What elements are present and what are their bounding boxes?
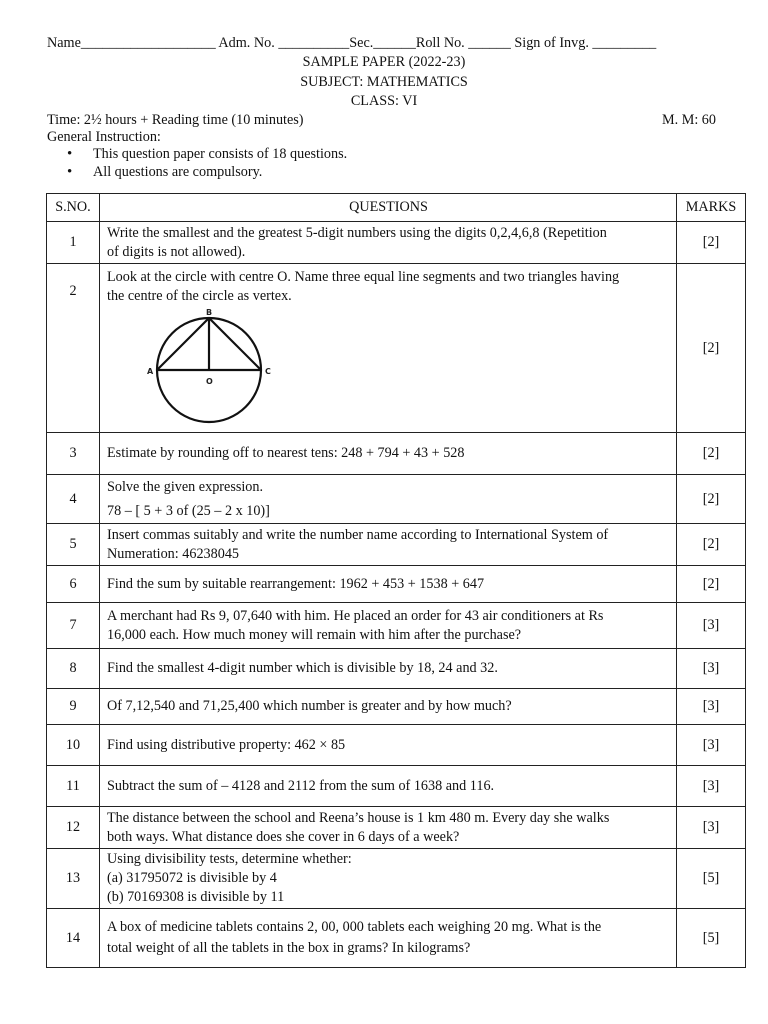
question-text: [100, 433, 677, 475]
table-header-row: [47, 194, 746, 222]
question-marks: [2]: [677, 475, 746, 524]
candidate-details-line: Name___________________ Adm. No. __________Sec.______Roll No. ______ Sign of Invg. _________: [47, 35, 657, 51]
label-b: B: [206, 308, 213, 317]
question-line: of digits is not allowed).: [107, 243, 246, 260]
question-number: 5: [47, 524, 100, 566]
question-marks: [3]: [677, 689, 746, 725]
question-marks: [3]: [677, 649, 746, 689]
question-text: [100, 524, 677, 566]
label-o: O: [206, 377, 213, 386]
instruction-item: • This question paper consists of 18 questions.: [64, 145, 347, 163]
question-number: 13: [47, 849, 100, 909]
question-line: (a) 31795072 is divisible by 4: [107, 870, 277, 886]
question-text: [100, 603, 677, 649]
question-marks: [2]: [677, 264, 746, 433]
circle-diagram: [127, 308, 277, 416]
question-number: 4: [47, 475, 100, 524]
instruction-item: • All questions are compulsory.: [64, 163, 347, 181]
question-line: Subtract the sum of – 4128 and 2112 from the sum of 1638 and 116.: [107, 777, 495, 794]
question-line: Estimate by rounding off to nearest tens: 248 + 794 + 43 + 528: [107, 445, 465, 461]
question-marks: [3]: [677, 807, 746, 849]
questions-column-header: QUESTIONS: [100, 194, 677, 222]
question-marks: [3]: [677, 603, 746, 649]
marks-column-header: MARKS: [677, 194, 746, 222]
table-row: [47, 689, 746, 725]
question-marks: [3]: [677, 725, 746, 766]
label-a: A: [147, 367, 154, 376]
table-row: [47, 807, 746, 849]
question-line: Find the sum by suitable rearrangement: 1962 + 453 + 1538 + 647: [107, 575, 485, 592]
question-line: Find the smallest 4-digit number which is divisible by 18, 24 and 32.: [107, 660, 498, 676]
table-row: [47, 603, 746, 649]
question-line: 78 – [ 5 + 3 of (25 – 2 x 10)]: [107, 503, 270, 519]
question-marks: [2]: [677, 524, 746, 566]
question-text: [100, 725, 677, 766]
table-row: [47, 433, 746, 475]
question-number: 10: [47, 725, 100, 766]
table-row: [47, 222, 746, 264]
question-marks: [2]: [677, 433, 746, 475]
question-marks: [2]: [677, 222, 746, 264]
question-text: [100, 849, 677, 909]
question-marks: [2]: [677, 566, 746, 603]
table-row: [47, 849, 746, 909]
question-number: 7: [47, 603, 100, 649]
question-number: 6: [47, 566, 100, 603]
question-line: Find using distributive property: 462 × 85: [107, 736, 346, 753]
paper-title: SAMPLE PAPER (2022-23): [302, 54, 466, 70]
question-line: A merchant had Rs 9, 07,640 with him. He placed an order for 43 air conditioners at Rs: [107, 607, 604, 624]
time-allowed: Time: 2½ hours + Reading time (10 minutes): [47, 112, 304, 128]
table-row: [47, 566, 746, 603]
table-row: [47, 766, 746, 807]
question-line: Using divisibility tests, determine whether:: [107, 851, 352, 867]
question-text: [100, 566, 677, 603]
question-number: 9: [47, 689, 100, 725]
class-line: CLASS: VI: [350, 93, 418, 109]
instructions-list: [64, 145, 347, 181]
table-row: [47, 725, 746, 766]
table-row: [47, 909, 746, 968]
instructions-heading: General Instruction:: [47, 129, 161, 145]
question-line: Solve the given expression.: [107, 479, 264, 495]
question-number: 14: [47, 909, 100, 968]
question-line: Look at the circle with centre O. Name three equal line segments and two triangles having: [107, 269, 620, 285]
table-row: [47, 524, 746, 566]
question-line: both ways. What distance does she cover in 6 days of a week?: [107, 828, 460, 845]
question-line: (b) 70169308 is divisible by 11: [107, 889, 285, 905]
question-text: [100, 475, 677, 524]
sno-column-header: S.NO.: [47, 194, 100, 222]
question-text: [100, 689, 677, 725]
question-number: 3: [47, 433, 100, 475]
question-line: A box of medicine tablets contains 2, 00, 000 tablets each weighing 20 mg. What is the: [107, 919, 602, 935]
question-line: total weight of all the tablets in the box in grams? In kilograms?: [107, 940, 471, 956]
table-row: [47, 649, 746, 689]
question-text: [100, 807, 677, 849]
question-text: [100, 649, 677, 689]
question-line: Numeration: 46238045: [107, 545, 240, 562]
questions-table: [46, 193, 746, 968]
question-line: Write the smallest and the greatest 5-digit numbers using the digits 0,2,4,6,8 (Repetition: [107, 224, 607, 241]
question-line: 16,000 each. How much money will remain with him after the purchase?: [107, 626, 522, 643]
question-marks: [5]: [677, 849, 746, 909]
question-line: Of 7,12,540 and 71,25,400 which number is greater and by how much?: [107, 698, 512, 714]
question-number: 11: [47, 766, 100, 807]
question-number: 2: [47, 264, 100, 433]
table-row: [47, 264, 746, 433]
question-number: 1: [47, 222, 100, 264]
question-text: [100, 909, 677, 968]
question-marks: [5]: [677, 909, 746, 968]
question-number: 8: [47, 649, 100, 689]
question-line: the centre of the circle as vertex.: [107, 288, 292, 304]
question-marks: [3]: [677, 766, 746, 807]
maximum-marks: M. M: 60: [662, 112, 716, 128]
subject-line: SUBJECT: MATHEMATICS: [300, 74, 468, 90]
question-line: Insert commas suitably and write the number name according to International System of: [107, 526, 609, 543]
question-text: [100, 766, 677, 807]
question-text: [100, 264, 677, 433]
question-text: [100, 222, 677, 264]
table-row: [47, 475, 746, 524]
label-c: C: [265, 367, 271, 376]
question-line: The distance between the school and Reena’s house is 1 km 480 m. Every day she walks: [107, 809, 610, 826]
question-number: 12: [47, 807, 100, 849]
